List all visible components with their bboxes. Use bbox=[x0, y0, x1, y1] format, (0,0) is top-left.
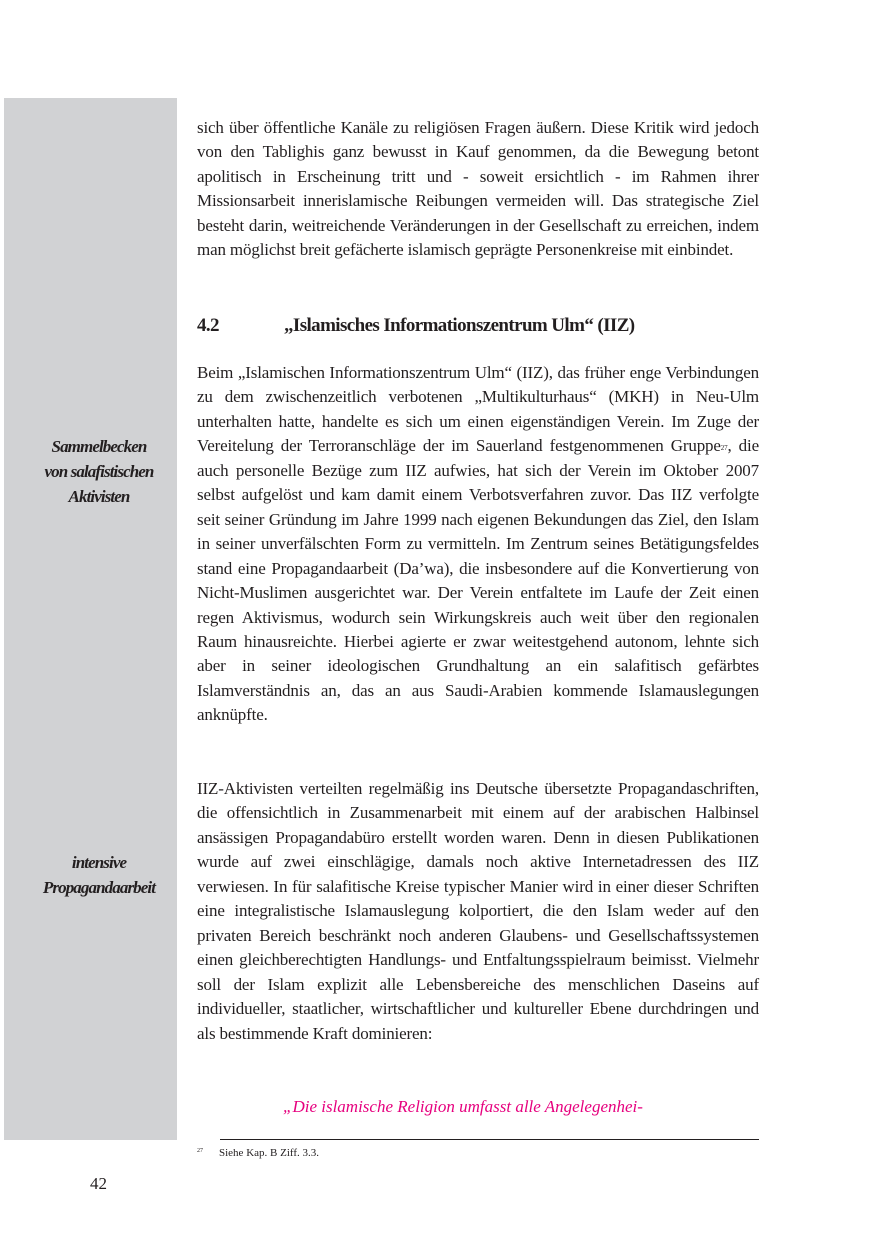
paragraph-text-part: , die auch personelle Bezüge zum IIZ aufwies, hat sich der Verein im Oktober 2007 selbst aufgelöst und kam damit einem Verbotsverfahren zuvor. Das IIZ verfolgte seit seiner Gründung im Jahre 1999 nach eigenen Bekundungen das Ziel, den Islam in seiner unverfälschten Form zu vermitteln. Im Zentrum seines Betätigungsfeldes stand eine Propagandaarbeit (Da’wa), die insbesondere auf die Konvertierung von Nicht-Muslimen ausgerichtet war. Der Verein entfaltete im Laufe der Zeit einen regen Aktivismus, wodurch sein Wirkungskreis auch weit über den regionalen Raum hinausreichte. Hierbei agierte er zwar weitestgehend autonom, lehnte sich aber in seiner ideologischen Grundhaltung an ein salafitisch gefärbtes Islamverständnis an, das an aus Saudi-Arabien kommende Islamauslegungen anknüpfte. bbox=[197, 436, 759, 725]
quote-text: „Die islamische Religion umfasst alle Angelegenhei- bbox=[283, 1097, 643, 1116]
paragraph-iiz bbox=[197, 361, 759, 728]
margin-sidebar bbox=[4, 98, 177, 1140]
section-title: „Islamisches Informationszentrum Ulm“ (IIZ) bbox=[284, 315, 635, 336]
margin-note-propaganda bbox=[4, 850, 194, 900]
paragraph-text: sich über öffentliche Kanäle zu religiösen Fragen äußern. Diese Kritik wird jedoch von den Tablighis ganz bewusst in Kauf genommen, da die Bewegung betont apolitisch in Erscheinung tritt und - soweit ersichtlich - im Rahmen ihrer Missionsarbeit innerislamische Reibungen vermeiden will. Das strategische Ziel besteht darin, weitreichende Veränderungen in der Gesellschaft zu erreichen, indem man möglichst breit gefächerte islamisch geprägte Personenkreise mit einbindet. bbox=[197, 118, 759, 260]
margin-note-line: Aktivisten bbox=[68, 487, 130, 506]
paragraph-text-part: Beim „Islamischen Informationszentrum Ulm“ (IIZ), das früher enge Verbindungen zu dem zwischenzeitlich verbotenen „Multikulturhaus“ (MKH) in Neu-Ulm unterhalten hatte, handelte es sich um einen eigenständigen Verein. Im Zuge der Vereitelung der Terroranschläge der im Sauerland festgenommenen Gruppe bbox=[197, 363, 759, 456]
footnote-reference[interactable]: 27 bbox=[720, 444, 728, 453]
section-number: 4.2 bbox=[197, 315, 219, 336]
footnote-text: Siehe Kap. B Ziff. 3.3. bbox=[219, 1147, 320, 1159]
section-heading bbox=[197, 313, 759, 339]
paragraph-text bbox=[197, 361, 759, 728]
margin-note-line: Sammelbecken bbox=[51, 437, 147, 456]
margin-note-line: intensive bbox=[71, 853, 127, 872]
footnote bbox=[197, 1146, 759, 1162]
margin-note-line: von salafistischen bbox=[44, 462, 154, 481]
footnote-divider bbox=[220, 1139, 759, 1140]
paragraph-text: IIZ-Aktivisten verteilten regelmäßig ins Deutsche übersetzte Propagandaschriften, die offensichtlich in Zusammenarbeit mit einem auf der arabischen Halbinsel ansässigen Propagandabüro erstellt worden waren. Denn in diesen Publikationen wurde auf zwei einschlägige, damals noch aktive Internetadressen des IIZ verwiesen. In für salafitische Kreise typischer Manier wird in einer dieser Schriften eine integralistische Islamauslegung kolportiert, die den Islam weder auf den privaten Bereich beschränkt noch anderen Glaubens- und Gesellschaftssystemen einen gleichberechtigten Handlungs- und Entfaltungsspielraum beimisst. Vielmehr soll der Islam explizit alle Lebensbereiche des menschlichen Daseins auf individueller, staatlicher, wirtschaftlicher und kultureller Ebene durchdringen und als bestimmende Kraft dominieren: bbox=[197, 779, 759, 1043]
paragraph-propaganda bbox=[197, 777, 759, 1046]
page-number: 42 bbox=[90, 1174, 107, 1193]
paragraph-intro bbox=[197, 116, 759, 263]
footnote-mark: 27 bbox=[197, 1148, 203, 1154]
margin-note-sammelbecken bbox=[4, 434, 194, 509]
margin-note-line: Propagandaarbeit bbox=[42, 878, 156, 897]
